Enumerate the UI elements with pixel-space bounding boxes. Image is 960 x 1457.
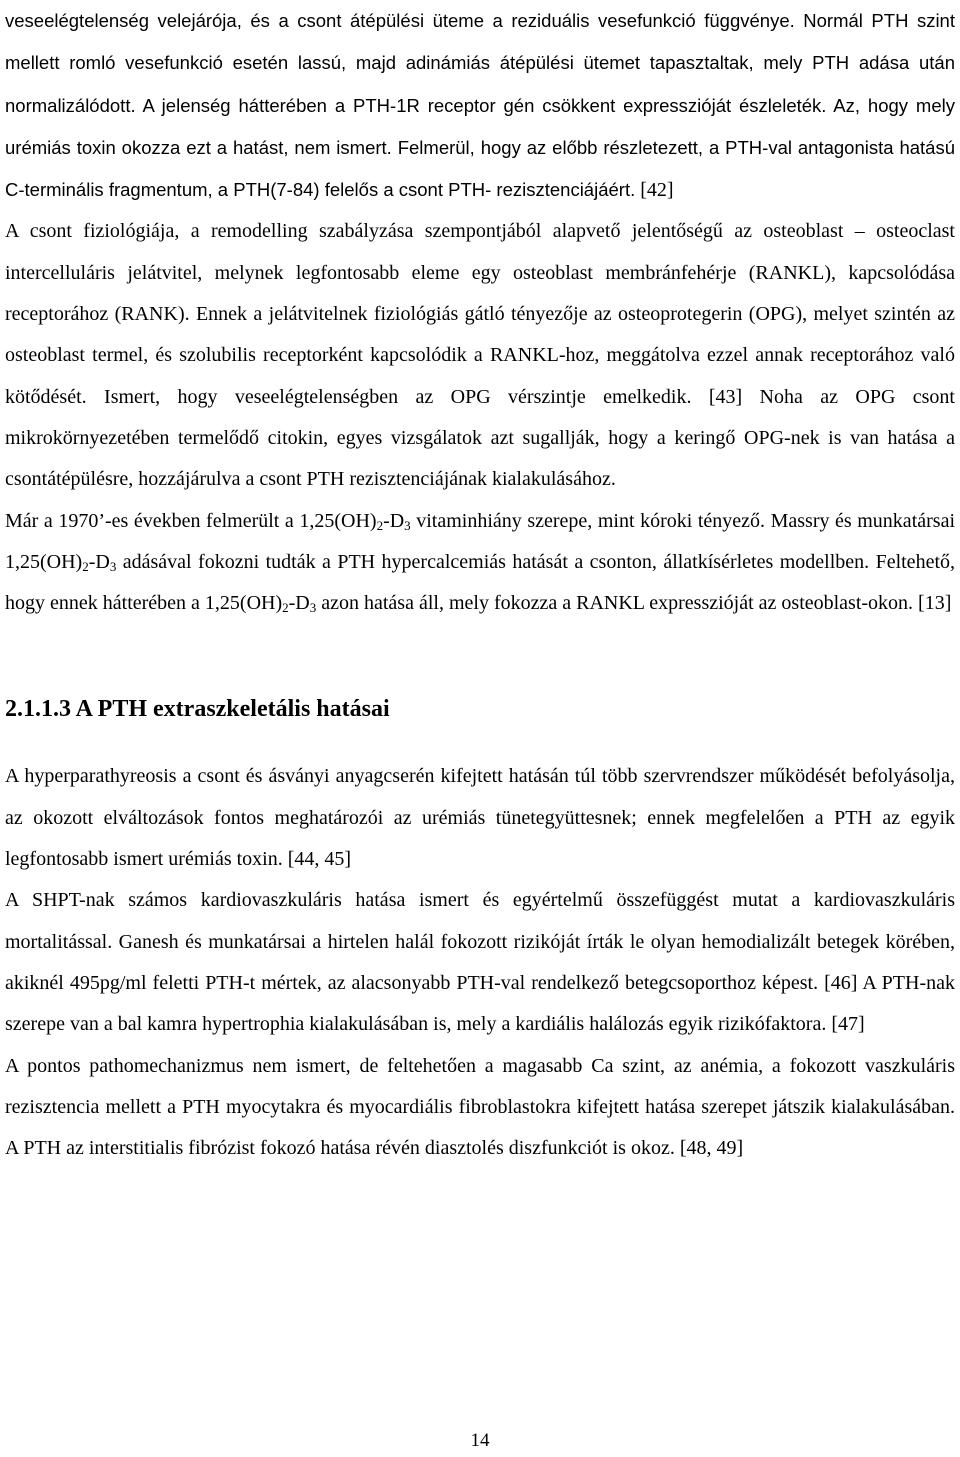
subscript: 2	[282, 600, 289, 616]
text-run: -D	[288, 592, 310, 615]
text-run: adásával fokozni tudták a PTH hypercalcemiás hatását a csonton, állatkísérletes modellben. Feltehető, hogy ennek hátterében a 1,25(OH)	[5, 550, 955, 615]
paragraph-bone-remodelling-intro	[5, 0, 955, 211]
paragraph-rankl-opg: A csont fiziológiája, a remodelling szabályzása szempontjából alapvető jelentőségű az osteoblast – osteoclast intercelluláris jelátvitel, melynek legfontosabb eleme egy osteoblast membránfehérje (RANKL), kapcsolódása receptorához (RANK). Ennek a jelátvitelnek fiziológiás gátló tényezője az osteoprotegerin (OPG), melyet szintén az osteoblast termel, és szolubilis receptorként kapcsolódik a RANKL-hoz, meggátolva ezzel annak receptorához való kötődését. Ismert, hogy veseelégtelenségben az OPG vérszintje emelkedik. [43] Noha az OPG csont mikrokörnyezetében termelődő citokin, egyes vizsgálatok azt sugallják, hogy a keringő OPG-nek is van hatása a csontátépülésre, hozzájárulva a csont PTH rezisztenciájának kialakulásához.	[5, 220, 955, 491]
text-run: -D	[383, 509, 405, 532]
spacer	[5, 724, 955, 756]
document-page	[5, 0, 955, 1169]
text-run: vitaminhiány szerepe, mint kóroki tényező. Massry és munkatársai 1,25(OH)	[5, 509, 955, 573]
paragraph-vitamin-d	[5, 501, 955, 625]
text-run: Már a 1970’-es években felmerült a 1,25(OH)	[5, 509, 377, 532]
subscript: 3	[309, 600, 317, 616]
subscript: 2	[82, 558, 89, 574]
subscript: 3	[109, 558, 117, 574]
page-number: 14	[470, 1430, 490, 1451]
subscript: 2	[376, 517, 384, 533]
section-heading: 2.1.1.3 A PTH extraszkeletális hatásai	[5, 696, 390, 723]
text-run: -D	[88, 550, 110, 573]
paragraph-cardiovascular: A SHPT-nak számos kardiovaszkuláris hatása ismert és egyértelmű összefüggést mutat a kardiovaszkuláris mortalitással. Ganesh és munkatársai a hirtelen halál fokozott rizikóját írták le olyan hemodializált betegek körében, akiknél 495pg/ml feletti PTH-t mértek, az alacsonyabb PTH-val rendelkező betegcsoporthoz képest. [46] A PTH-nak szerepe van a bal kamra hypertrophia kialakulásában is, mely a kardiális halálozás egyik rizikófaktora. [47]	[5, 889, 955, 1036]
paragraph-text: veseelégtelenség velejárója, és a csont átépülési üteme a reziduális vesefunkció függvénye. Normál PTH szint mellett romló vesefunkció esetén lassú, majd adinámiás átépülési ütemet tapasztaltak, mely PTH adása után normalizálódott. A jelenség hátterében a PTH-1R receptor gén csökkent expresszióját észleleték. Az, hogy mely urémiás toxin okozza ezt a hatást, nem ismert. Felmerül, hogy az előbb részletezett, a PTH-val antagonista hatású C-terminális fragmentum, a PTH(7-84) felelős a csont PTH- rezisztenciájáért.	[5, 10, 955, 201]
spacer	[5, 624, 955, 694]
text-run: azon hatása áll, mely fokozza a RANKL expresszióját az osteoblast-okon. [13]	[316, 592, 952, 615]
citation: [42]	[635, 179, 674, 202]
subscript: 3	[404, 517, 411, 533]
paragraph-pathomechanism: A pontos pathomechanizmus nem ismert, de feltehetően a magasabb Ca szint, az anémia, a fokozott vaszkuláris rezisztencia mellett a PTH myocytakra és myocardiális fibroblastokra kifejtett hatása szerepet játszik kialakulásában. A PTH az interstitialis fibrózist fokozó hatása révén diasztolés diszfunkciót is okoz. [48, 49]	[5, 1054, 955, 1160]
paragraph-hyperparathyreosis: A hyperparathyreosis a csont és ásványi anyagcserén kifejtett hatásán túl több szervrendszer működését befolyásolja, az okozott elváltozások fontos meghatározói az urémiás tünetegyüttesnek; ennek megfelelően a PTH az egyik legfontosabb ismert urémiás toxin. [44, 45]	[5, 765, 955, 871]
